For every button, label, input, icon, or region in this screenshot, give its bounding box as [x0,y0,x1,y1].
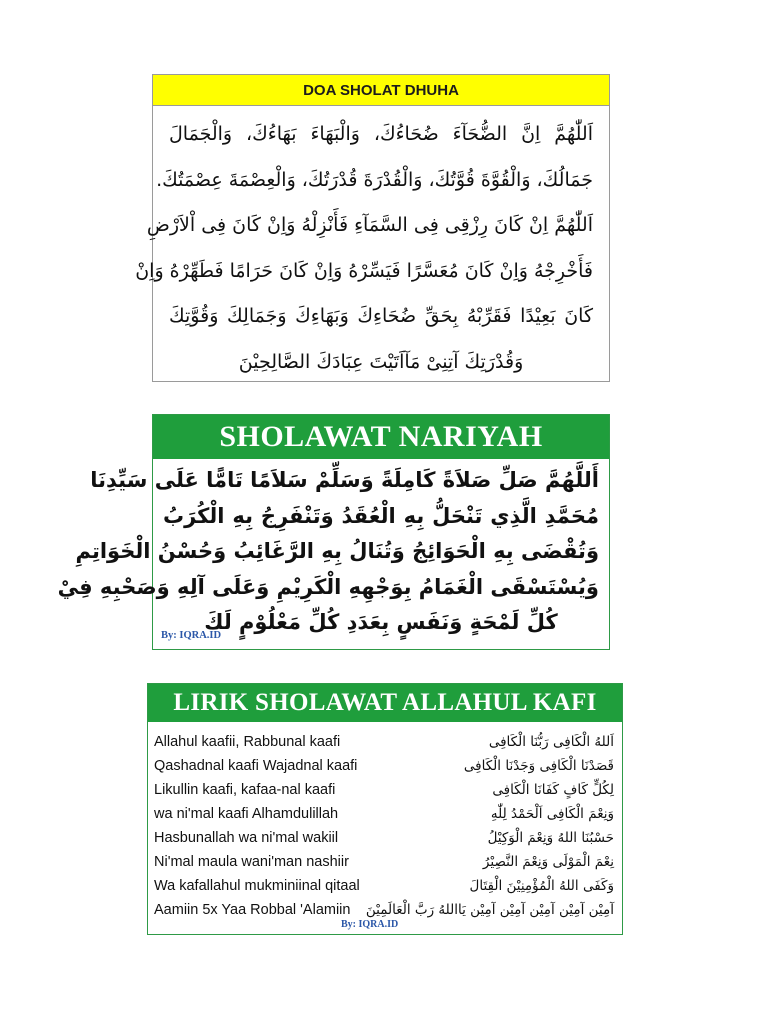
lyric-arabic: وَنِعْمَ الْكَافِى اَلْحَمْدُ لِلّٰهِ [490,806,614,822]
doa-dhuha-title-bar [153,75,609,106]
allahul-kafi-lyrics [148,722,622,922]
lyric-row [154,754,614,778]
nariyah-line: وَيُسْتَسْقَى الْغَمَامُ بِوَجْهِهِ الْكَرِيْمِ وَعَلَى آلِهِ وَصَحْبِهِ فِيْ [57,574,599,599]
nariyah-title: SHOLAWAT NARIYAH [219,420,543,453]
lyric-latin: Ni'mal maula wani'man nashiir [154,854,349,870]
lyric-row [154,874,614,898]
lyric-latin: Aamiin 5x Yaa Robbal 'Alamiin [154,902,351,918]
nariyah-title-bar [153,415,609,459]
lyric-latin: Likullin kaafi, kafaa-nal kaafi [154,782,336,798]
nariyah-line: كُلِّ لَمْحَةٍ وَنَفَسٍ بِعَدَدِ كُلِّ مَعْلُوْمٍ لَكَ [204,610,558,634]
doa-dhuha-title: DOA SHOLAT DHUHA [303,81,459,99]
lyric-arabic: وَكَفَى اللهُ الْمُؤْمِنِيْنَ الْقِتَالَ [469,878,614,894]
doa-dhuha-text [135,106,609,385]
allahul-kafi-card [147,683,623,935]
allahul-kafi-credit: By: IQRA.ID [341,919,399,930]
lyric-latin: Qashadnal kaafi Wajadnal kaafi [154,758,358,774]
lyric-arabic: نِعْمَ الْمَوْلَى وَنِعْمَ النَّصِيْرُ [482,854,614,870]
allahul-kafi-title-bar [148,684,622,722]
doa-dhuha-line: اَللّٰهُمَّ اِنْ كَانَ رِزْقِى فِى السَّمَآءِ فَأَنْزِلْهُ وَاِنْ كَانَ فِى اْلاَرْضِ [146,214,593,236]
lyric-row [154,850,614,874]
doa-dhuha-line: جَمَالُكَ، وَالْقُوَّةَ قُوَّتُكَ، وَالْقُدْرَةَ قُدْرَتُكَ، وَالْعِصْمَةَ عِصْمَتُكَ. [156,168,593,191]
lyric-row [154,730,614,754]
doa-dhuha-line: فَأَخْرِجْهُ وَاِنْ كَانَ مُعَسَّرًا فَيَسِّرْهُ وَاِنْ كَانَ حَرَامًا فَطَهِّرْهُ وَاِنْ [135,259,593,282]
lyric-arabic: اَللهُ الْكَافِى رَبُّنَا الْكَافِى [488,734,614,750]
lyric-latin: Allahul kaafii, Rabbunal kaafi [154,734,341,750]
doa-dhuha-card [135,74,610,382]
nariyah-text [57,459,609,641]
nariyah-card [57,414,610,650]
doa-dhuha-line: وَقُدْرَتِكَ آتِنِىْ مَآاَتَيْتَ عِبَادَكَ الصَّالِحِيْنَ [238,350,524,373]
lyric-latin: wa ni'mal kaafi Alhamdulillah [154,806,339,822]
lyric-arabic: حَسْبُنَا اللهُ وَنِعْمَ الْوَكِيْلُ [487,830,614,846]
lyric-latin: Wa kafallahul mukminiinal qitaal [154,878,360,894]
doa-dhuha-line: كَانَ بَعِيْدًا فَقَرِّبْهُ بِحَقِّ ضُحَاءِكَ وَبَهَاءِكَ وَجَمَالِكَ وَقُوَّتِكَ [169,305,593,327]
doa-dhuha-line: اَللّٰهُمَّ اِنَّ الضُّحَآءَ ضُحَاءُكَ، وَالْبَهَاءَ بَهَاءُكَ، وَالْجَمَالَ [169,123,593,145]
nariyah-line: أَللَّهُمَّ صَلِّ صَلاَةً كَامِلَةً وَسَلِّمْ سَلاَمًا تَامًّا عَلَى سَيِّدِنَا [90,468,599,492]
lyric-arabic: آمِيْن آمِيْن آمِيْن آمِيْن آمِيْن يَااللهُ رَبَّ الْعَالَمِيْنَ [365,902,614,918]
nariyah-line: وَتُقْضَى بِهِ الْحَوَائِجُ وَتُنَالُ بِهِ الرَّغَائِبُ وَحُسْنُ الْخَوَاتِمِ [75,539,599,563]
lyric-latin: Hasbunallah wa ni'mal wakiil [154,830,339,846]
lyric-row [154,826,614,850]
lyric-row [154,802,614,826]
nariyah-line: مُحَمَّدِ الَّذِي تَنْحَلُّ بِهِ الْعُقَدُ وَتَنْفَرِجُ بِهِ الْكُرَبُ [163,503,599,528]
nariyah-credit: By: IQRA.ID [161,630,222,641]
allahul-kafi-title: LIRIK SHOLAWAT ALLAHUL KAFI [173,689,597,716]
lyric-arabic: قَصَدْنَا الْكَافِى وَجَدْنَا الْكَافِى [463,758,614,774]
lyric-row [154,778,614,802]
lyric-arabic: لِكُلٍّ كَافٍ كَفَانَا الْكَافِى [492,782,614,798]
